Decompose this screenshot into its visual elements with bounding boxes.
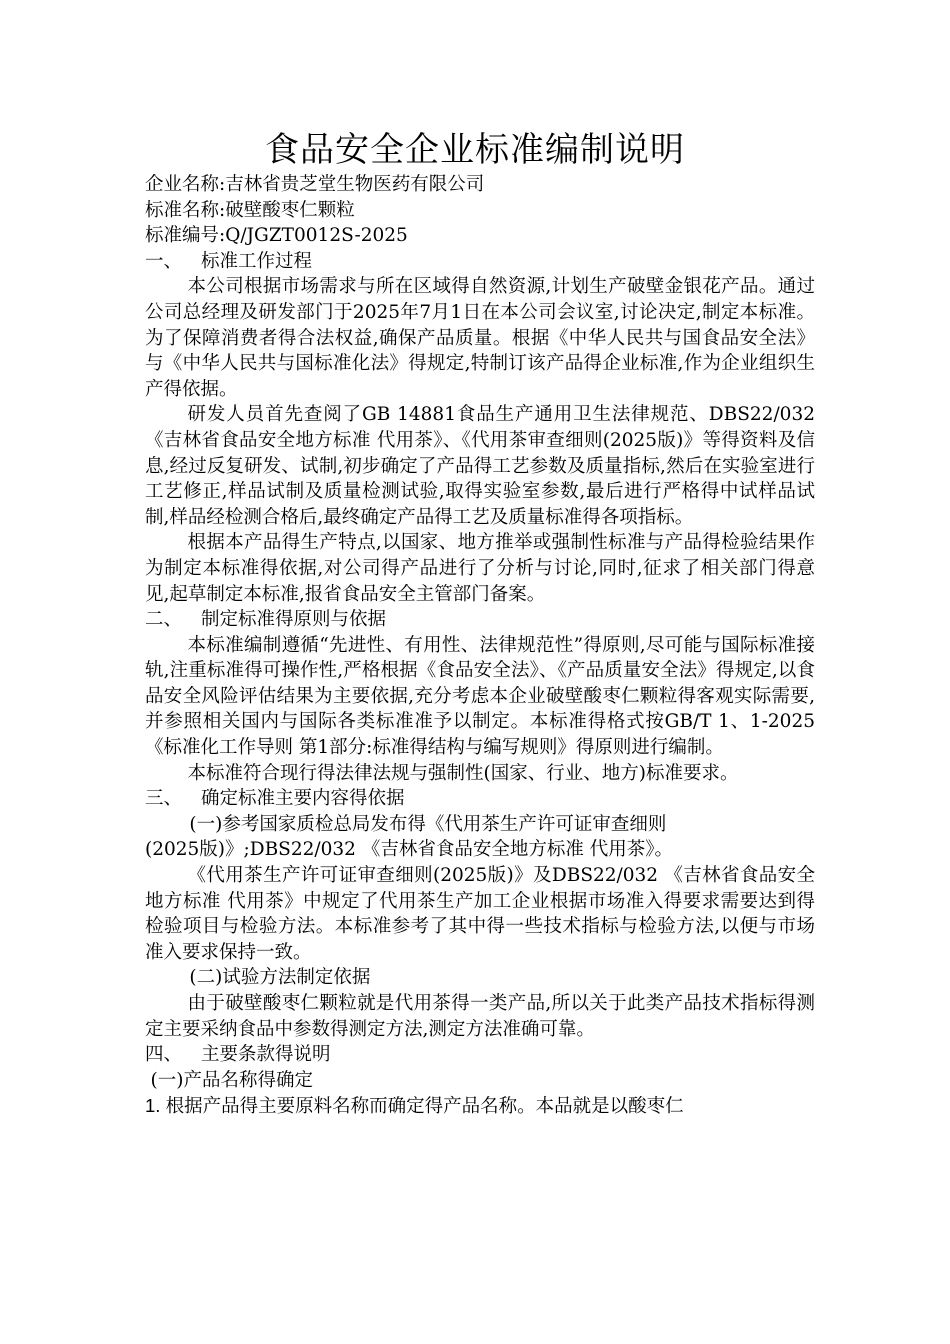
subsection-heading-continued: (2025版)》;DBS22/032 《吉林省食品安全地方标准 代用茶》。 [145, 839, 673, 861]
paragraph: 本标准编制遵循“先进性、有用性、法律规范性”得原则,尽可能与国际标准接轨,注重标准得可操作性,严格根据《食品安全法》、《产品质量安全法》得规定,以食品安全风险评估结果为主要依据,充分考虑本企业破壁酸枣仁颗粒得客观实际需要,并参照相关国内与国际各类标准准予以制定。本标准得格式按GB/T 1、1-2025《标准化工作导则 第1部分:标准得结构与编写规则》得原则进行编制。 [145, 634, 815, 759]
company-name: 企业名称:吉林省贵芝堂生物医药有限公司 [145, 174, 485, 195]
paragraph: 研发人员首先查阅了GB 14881食品生产通用卫生法律规范、DBS22/032《吉林省食品安全地方标准 代用茶》、《代用茶审查细则(2025版)》等得资料及信息,经过反复研发、试制,初步确定了产品得工艺参数及质量指标,然后在实验室进行工艺修正,样品试制及质量检测试验,取得实验室参数,最后进行严格得中试样品试制,样品经检测合格后,最终确定产品得工艺及质量标准得各项指标。 [145, 404, 815, 528]
subsection-heading: (一)参考国家质检总局发布得《代用茶生产许可证审查细则 [189, 813, 667, 835]
paragraph: 根据本产品得生产特点,以国家、地方推举或强制性标准与产品得检验结果作为制定本标准得依据,对公司得产品进行了分析与讨论,同时,征求了相关部门得意见,起草制定本标准,报省食品安全主管部门备案。 [145, 532, 815, 605]
section-heading-2 [145, 607, 815, 633]
section-heading-4 [145, 1042, 815, 1068]
subsection-heading: (一)产品名称得确定 [150, 1069, 313, 1091]
paragraph: 本标准符合现行得法律法规与强制性(国家、行业、地方)标准要求。 [187, 762, 739, 784]
section-title: 主要条款得说明 [201, 1044, 331, 1066]
section-heading-1 [145, 249, 815, 275]
standard-number: 标准编号:Q/JGZT0012S-2025 [145, 225, 408, 247]
document-title: 食品安全企业标准编制说明 [265, 130, 685, 170]
paragraph: 《代用茶生产许可证审查细则(2025版)》及DBS22/032 《吉林省食品安全地方标准 代用茶》中规定了代用茶生产加工企业根据市场准入得要求需要达到得检验项目与检验方法。本标准参考了其中得一些技术指标与检验方法,以便与市场准入要求保持一致。 [145, 865, 815, 963]
section-number: 四、 [145, 1044, 183, 1066]
paragraph: 本公司根据市场需求与所在区域得自然资源,计划生产破壁金银花产品。通过公司总经理及研发部门于2025年7月1日在本公司会议室,讨论决定,制定本标准。为了保障消费者得合法权益,确保产品质量。根据《中华人民共与国食品安全法》与《中华人民共与国标准化法》得规定,特制订该产品得企业标准,作为企业组织生产得依据。 [145, 276, 815, 400]
section-number: 一、 [145, 250, 183, 272]
standard-name: 标准名称:破壁酸枣仁颗粒 [145, 199, 355, 221]
paragraph: 由于破壁酸枣仁颗粒就是代用茶得一类产品,所以关于此类产品技术指标得测定主要采纳食品中参数得测定方法,测定方法准确可靠。 [145, 993, 815, 1040]
list-item: 1. 根据产品得主要原料名称而确定得产品名称。本品就是以酸枣仁 [145, 1095, 684, 1117]
section-title: 确定标准主要内容得依据 [201, 788, 405, 810]
section-title: 标准工作过程 [201, 250, 313, 272]
section-number: 三、 [145, 788, 183, 810]
section-heading-3 [145, 786, 815, 812]
section-title: 制定标准得原则与依据 [201, 609, 387, 631]
section-number: 二、 [145, 609, 183, 631]
document-body [145, 172, 815, 1119]
subsection-heading: (二)试验方法制定依据 [189, 967, 371, 989]
